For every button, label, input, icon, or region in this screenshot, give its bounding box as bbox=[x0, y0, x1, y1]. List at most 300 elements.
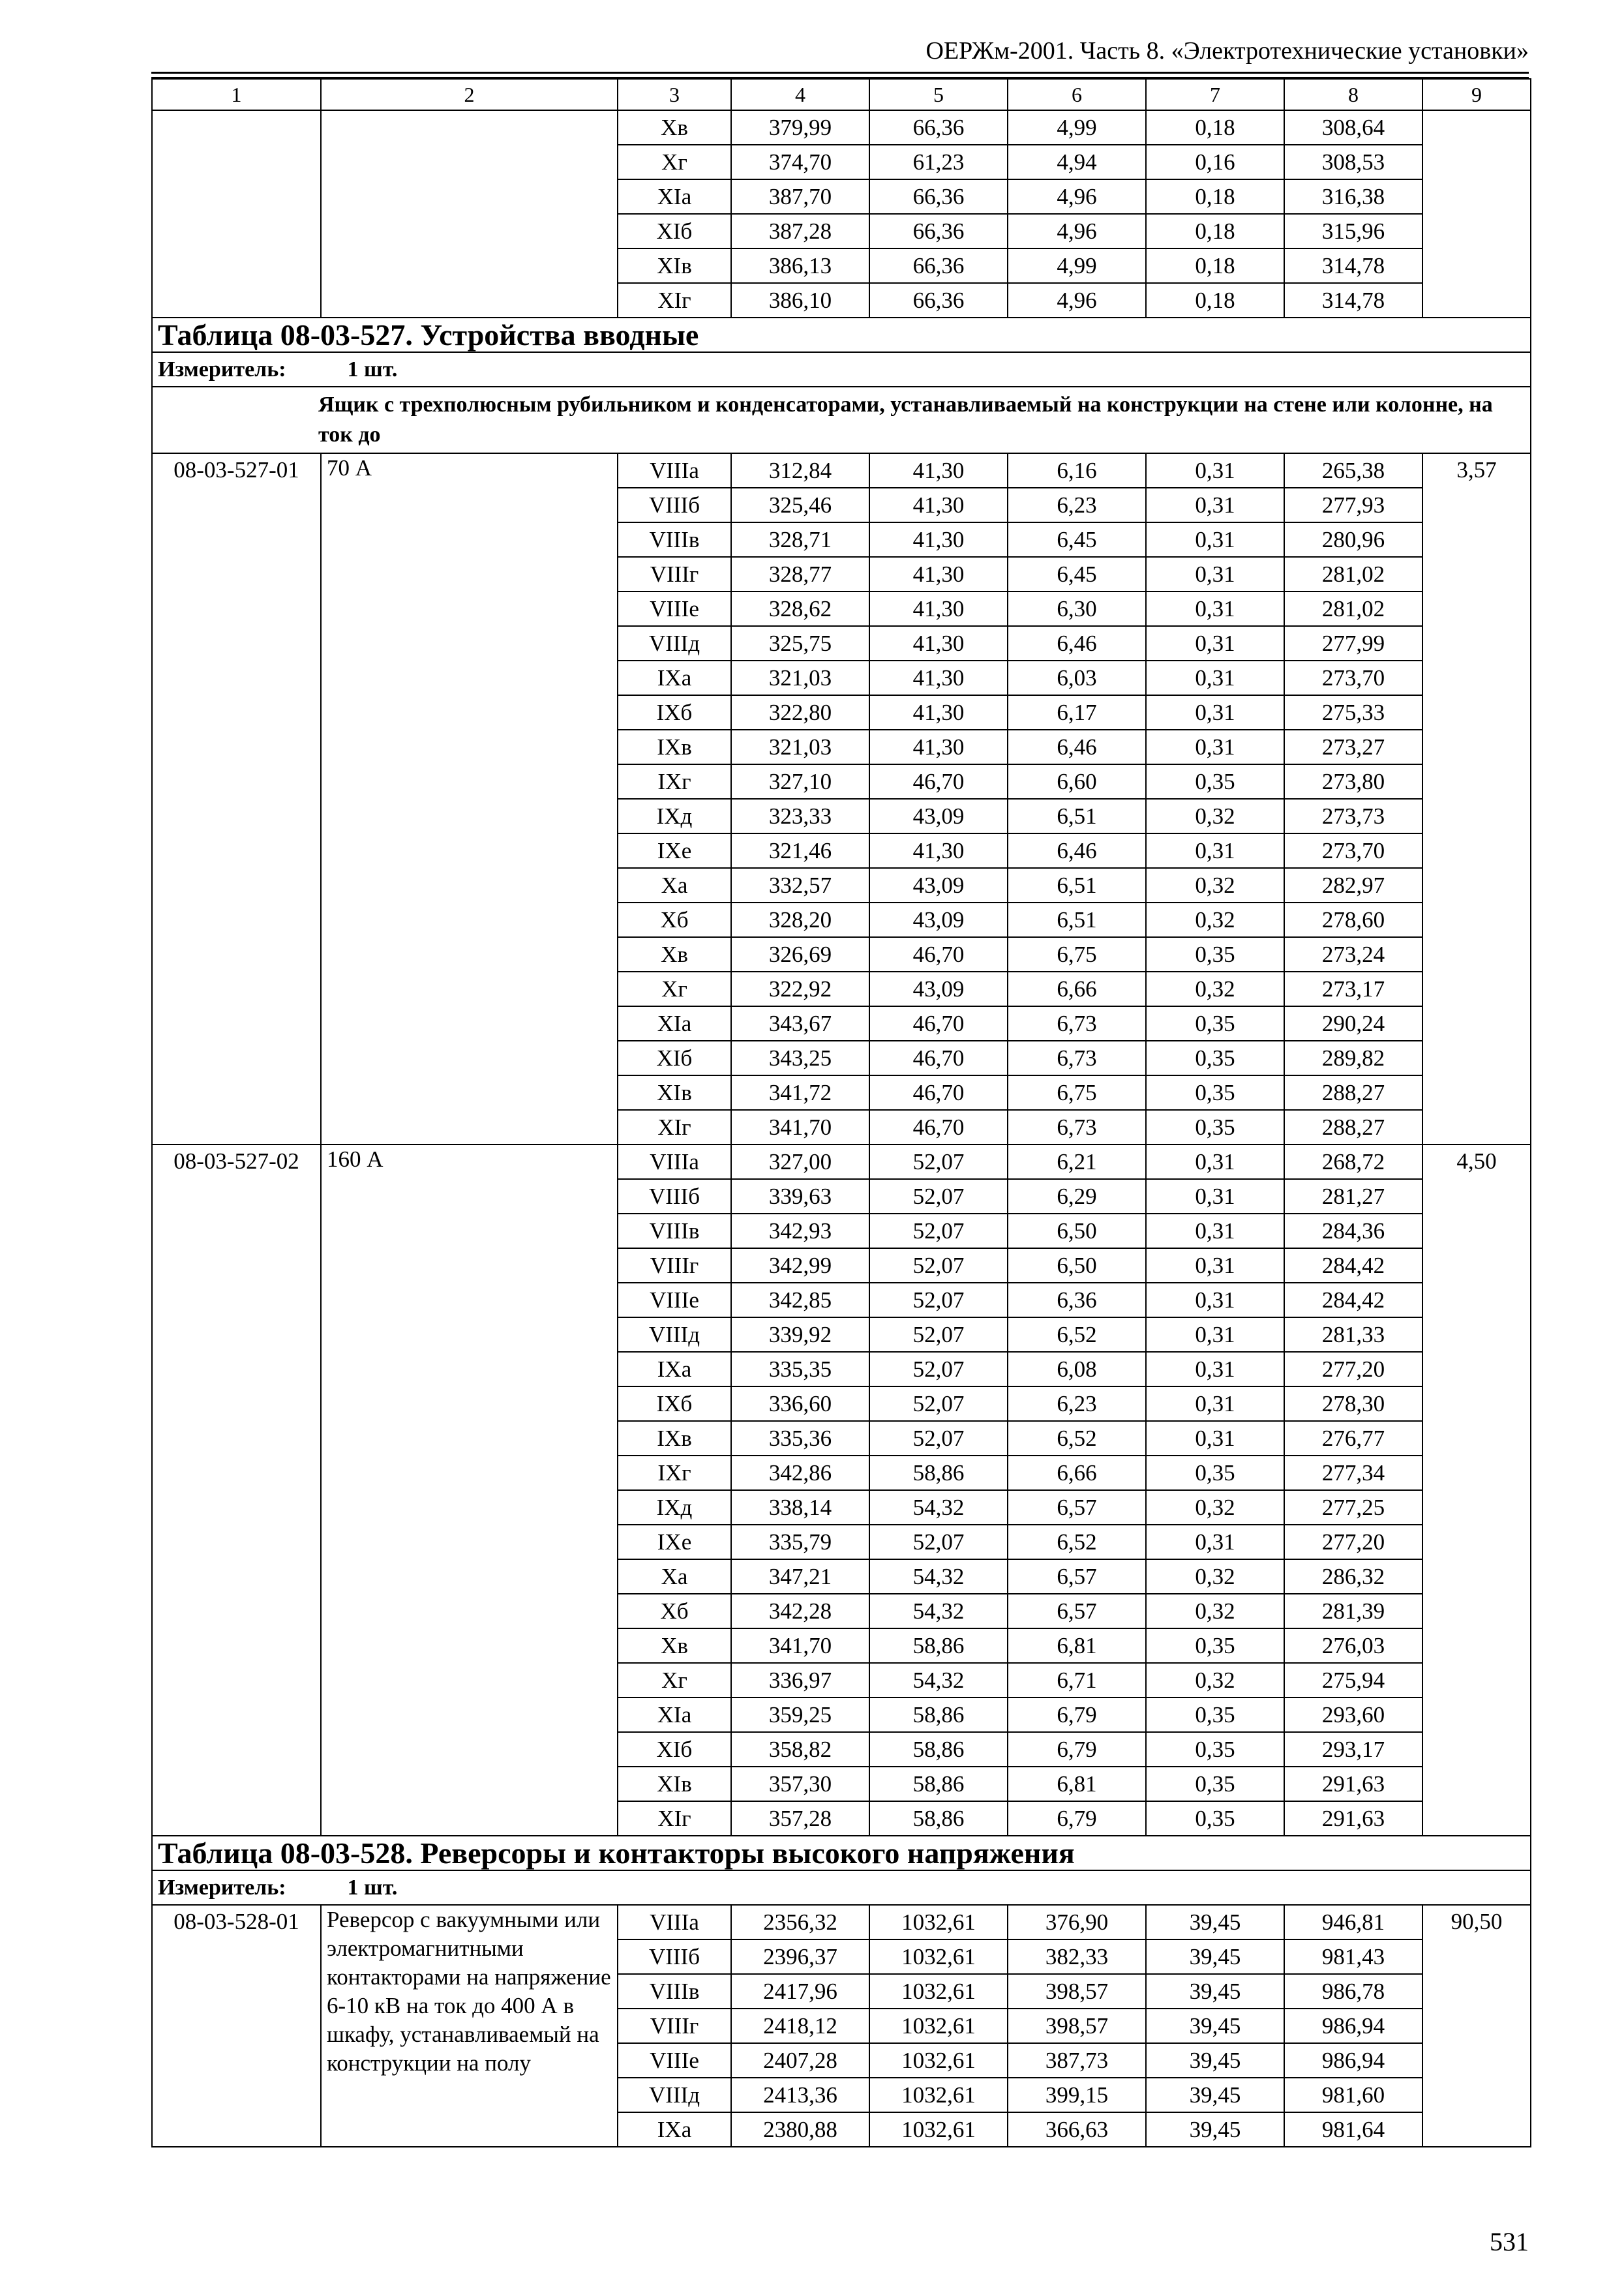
col6-value: 6,03 bbox=[1008, 661, 1146, 695]
col6-value: 6,57 bbox=[1008, 1594, 1146, 1628]
col8-value: 273,17 bbox=[1284, 972, 1422, 1006]
col5-value: 52,07 bbox=[869, 1283, 1008, 1317]
col8-value: 281,27 bbox=[1284, 1179, 1422, 1214]
col7-value: 0,18 bbox=[1146, 214, 1284, 248]
col5-value: 41,30 bbox=[869, 730, 1008, 764]
col8-value: 946,81 bbox=[1284, 1905, 1422, 1939]
zone-cell: IXг bbox=[618, 764, 731, 799]
col5-value: 52,07 bbox=[869, 1214, 1008, 1248]
col5-value: 46,70 bbox=[869, 1075, 1008, 1110]
col7-value: 0,35 bbox=[1146, 1628, 1284, 1663]
column-number: 3 bbox=[618, 79, 731, 110]
col6-value: 366,63 bbox=[1008, 2112, 1146, 2147]
col4-value: 336,60 bbox=[731, 1386, 869, 1421]
col8-value: 273,80 bbox=[1284, 764, 1422, 799]
code-cell-blank bbox=[152, 110, 321, 318]
col6-value: 6,75 bbox=[1008, 937, 1146, 972]
col7-value: 0,35 bbox=[1146, 1075, 1284, 1110]
col4-value: 335,79 bbox=[731, 1525, 869, 1559]
col4-value: 341,72 bbox=[731, 1075, 869, 1110]
col8-value: 277,20 bbox=[1284, 1352, 1422, 1386]
col5-value: 43,09 bbox=[869, 972, 1008, 1006]
col6-value: 6,57 bbox=[1008, 1490, 1146, 1525]
col5-value: 52,07 bbox=[869, 1179, 1008, 1214]
col6-value: 6,52 bbox=[1008, 1421, 1146, 1456]
col5-value: 41,30 bbox=[869, 557, 1008, 591]
col7-value: 0,35 bbox=[1146, 1456, 1284, 1490]
col7-value: 0,32 bbox=[1146, 1594, 1284, 1628]
col8-value: 314,78 bbox=[1284, 248, 1422, 283]
col7-value: 0,35 bbox=[1146, 764, 1284, 799]
col6-value: 6,17 bbox=[1008, 695, 1146, 730]
column-number: 1 bbox=[152, 79, 321, 110]
col6-value: 6,51 bbox=[1008, 799, 1146, 833]
col4-value: 358,82 bbox=[731, 1732, 869, 1767]
col8-value: 284,42 bbox=[1284, 1248, 1422, 1283]
item-description: 160 А bbox=[321, 1144, 618, 1836]
zone-cell: IXе bbox=[618, 1525, 731, 1559]
col5-value: 46,70 bbox=[869, 937, 1008, 972]
col6-value: 6,79 bbox=[1008, 1801, 1146, 1836]
section-title-row bbox=[152, 318, 1531, 352]
col5-value: 1032,61 bbox=[869, 2009, 1008, 2043]
col7-value: 39,45 bbox=[1146, 1939, 1284, 1974]
unit-label: Измеритель: bbox=[158, 357, 286, 382]
col5-value: 46,70 bbox=[869, 764, 1008, 799]
col5-value: 41,30 bbox=[869, 833, 1008, 868]
col4-value: 328,77 bbox=[731, 557, 869, 591]
desc-cell-blank bbox=[321, 110, 618, 318]
col6-value: 6,21 bbox=[1008, 1144, 1146, 1179]
col6-value: 6,16 bbox=[1008, 453, 1146, 488]
section-unit-row bbox=[152, 352, 1531, 387]
col6-value: 6,08 bbox=[1008, 1352, 1146, 1386]
col7-value: 0,32 bbox=[1146, 903, 1284, 937]
col5-value: 52,07 bbox=[869, 1421, 1008, 1456]
col6-value: 6,81 bbox=[1008, 1767, 1146, 1801]
col4-value: 342,86 bbox=[731, 1456, 869, 1490]
col4-value: 359,25 bbox=[731, 1698, 869, 1732]
col4-value: 321,46 bbox=[731, 833, 869, 868]
col4-value: 347,21 bbox=[731, 1559, 869, 1594]
col4-value: 327,10 bbox=[731, 764, 869, 799]
col7-value: 0,31 bbox=[1146, 1214, 1284, 1248]
col8-value: 273,24 bbox=[1284, 937, 1422, 972]
col4-value: 312,84 bbox=[731, 453, 869, 488]
col6-value: 6,46 bbox=[1008, 626, 1146, 661]
col8-value: 273,70 bbox=[1284, 833, 1422, 868]
col7-value: 39,45 bbox=[1146, 1905, 1284, 1939]
col8-value: 273,70 bbox=[1284, 661, 1422, 695]
col6-value: 6,79 bbox=[1008, 1698, 1146, 1732]
col6-value: 6,36 bbox=[1008, 1283, 1146, 1317]
zone-cell: XIа bbox=[618, 1698, 731, 1732]
col4-value: 327,00 bbox=[731, 1144, 869, 1179]
col7-value: 0,35 bbox=[1146, 1801, 1284, 1836]
item-description: 70 А bbox=[321, 453, 618, 1144]
col6-value: 6,51 bbox=[1008, 868, 1146, 903]
col4-value: 2380,88 bbox=[731, 2112, 869, 2147]
col8-value: 986,94 bbox=[1284, 2009, 1422, 2043]
col4-value: 328,20 bbox=[731, 903, 869, 937]
col4-value: 321,03 bbox=[731, 661, 869, 695]
col5-value: 54,32 bbox=[869, 1559, 1008, 1594]
col8-value: 981,60 bbox=[1284, 2078, 1422, 2112]
col5-value: 58,86 bbox=[869, 1732, 1008, 1767]
col4-value: 342,93 bbox=[731, 1214, 869, 1248]
col8-value: 281,02 bbox=[1284, 557, 1422, 591]
col7-value: 0,35 bbox=[1146, 1110, 1284, 1144]
col5-value: 58,86 bbox=[869, 1767, 1008, 1801]
item-code: 08-03-527-02 bbox=[152, 1144, 321, 1836]
col7-value: 39,45 bbox=[1146, 2112, 1284, 2147]
col6-value: 6,66 bbox=[1008, 972, 1146, 1006]
col5-value: 66,36 bbox=[869, 283, 1008, 318]
col6-value: 399,15 bbox=[1008, 2078, 1146, 2112]
col7-value: 0,31 bbox=[1146, 1421, 1284, 1456]
col5-value: 43,09 bbox=[869, 903, 1008, 937]
col5-value: 41,30 bbox=[869, 522, 1008, 557]
col6-value: 4,94 bbox=[1008, 145, 1146, 179]
col9-blank bbox=[1422, 110, 1531, 318]
col7-value: 0,31 bbox=[1146, 488, 1284, 522]
col4-value: 326,69 bbox=[731, 937, 869, 972]
col7-value: 0,31 bbox=[1146, 1248, 1284, 1283]
item-code: 08-03-528-01 bbox=[152, 1905, 321, 2147]
col8-value: 275,94 bbox=[1284, 1663, 1422, 1698]
col4-value: 322,92 bbox=[731, 972, 869, 1006]
col8-value: 277,34 bbox=[1284, 1456, 1422, 1490]
zone-cell: XIв bbox=[618, 1075, 731, 1110]
col8-value: 277,20 bbox=[1284, 1525, 1422, 1559]
col6-value: 4,96 bbox=[1008, 283, 1146, 318]
zone-cell: VIIIд bbox=[618, 626, 731, 661]
col6-value: 6,73 bbox=[1008, 1110, 1146, 1144]
col8-value: 278,30 bbox=[1284, 1386, 1422, 1421]
col8-value: 288,27 bbox=[1284, 1075, 1422, 1110]
zone-cell: Xг bbox=[618, 972, 731, 1006]
zone-cell: XIг bbox=[618, 283, 731, 318]
col7-value: 0,18 bbox=[1146, 248, 1284, 283]
table-row bbox=[152, 1905, 1531, 1939]
col6-value: 4,96 bbox=[1008, 214, 1146, 248]
col8-value: 286,32 bbox=[1284, 1559, 1422, 1594]
col4-value: 343,25 bbox=[731, 1041, 869, 1075]
col8-value: 284,36 bbox=[1284, 1214, 1422, 1248]
col7-value: 0,31 bbox=[1146, 1283, 1284, 1317]
col5-value: 41,30 bbox=[869, 661, 1008, 695]
column-number: 7 bbox=[1146, 79, 1284, 110]
zone-cell: Xв bbox=[618, 937, 731, 972]
zone-cell: XIг bbox=[618, 1801, 731, 1836]
col4-value: 2407,28 bbox=[731, 2043, 869, 2078]
col5-value: 41,30 bbox=[869, 626, 1008, 661]
col7-value: 39,45 bbox=[1146, 2043, 1284, 2078]
col8-value: 308,53 bbox=[1284, 145, 1422, 179]
zone-cell: VIIIв bbox=[618, 522, 731, 557]
zone-cell: XIб bbox=[618, 1732, 731, 1767]
zone-cell: Xб bbox=[618, 1594, 731, 1628]
col8-value: 278,60 bbox=[1284, 903, 1422, 937]
col6-value: 4,96 bbox=[1008, 179, 1146, 214]
col5-value: 66,36 bbox=[869, 110, 1008, 145]
col8-value: 288,27 bbox=[1284, 1110, 1422, 1144]
col7-value: 0,35 bbox=[1146, 1698, 1284, 1732]
col7-value: 0,32 bbox=[1146, 972, 1284, 1006]
zone-cell: IXб bbox=[618, 1386, 731, 1421]
col4-value: 322,80 bbox=[731, 695, 869, 730]
col8-value: 981,64 bbox=[1284, 2112, 1422, 2147]
col6-value: 6,60 bbox=[1008, 764, 1146, 799]
zone-cell: VIIIа bbox=[618, 1144, 731, 1179]
col5-value: 52,07 bbox=[869, 1525, 1008, 1559]
col6-value: 6,81 bbox=[1008, 1628, 1146, 1663]
col9-value: 90,50 bbox=[1422, 1905, 1531, 2147]
zone-cell: VIIIд bbox=[618, 2078, 731, 2112]
col7-value: 0,31 bbox=[1146, 661, 1284, 695]
zone-cell: IXв bbox=[618, 1421, 731, 1456]
col4-value: 341,70 bbox=[731, 1628, 869, 1663]
col8-value: 276,03 bbox=[1284, 1628, 1422, 1663]
zone-cell: VIIIг bbox=[618, 557, 731, 591]
col5-value: 58,86 bbox=[869, 1801, 1008, 1836]
col6-value: 376,90 bbox=[1008, 1905, 1146, 1939]
col8-value: 981,43 bbox=[1284, 1939, 1422, 1974]
unit-line bbox=[152, 1870, 1531, 1905]
col4-value: 328,71 bbox=[731, 522, 869, 557]
zone-cell: XIг bbox=[618, 1110, 731, 1144]
col8-value: 986,78 bbox=[1284, 1974, 1422, 2009]
col6-value: 6,23 bbox=[1008, 1386, 1146, 1421]
col5-value: 46,70 bbox=[869, 1041, 1008, 1075]
col8-value: 281,39 bbox=[1284, 1594, 1422, 1628]
col6-value: 6,23 bbox=[1008, 488, 1146, 522]
table-row bbox=[152, 453, 1531, 488]
col5-value: 43,09 bbox=[869, 868, 1008, 903]
column-number: 9 bbox=[1422, 79, 1531, 110]
zone-cell: VIIIд bbox=[618, 1317, 731, 1352]
col5-value: 66,36 bbox=[869, 248, 1008, 283]
col5-value: 1032,61 bbox=[869, 2112, 1008, 2147]
col6-value: 6,45 bbox=[1008, 522, 1146, 557]
subcaption-row bbox=[152, 387, 1531, 453]
zone-cell: XIб bbox=[618, 1041, 731, 1075]
col4-value: 321,03 bbox=[731, 730, 869, 764]
col4-value: 323,33 bbox=[731, 799, 869, 833]
col4-value: 343,67 bbox=[731, 1006, 869, 1041]
col4-value: 387,70 bbox=[731, 179, 869, 214]
zone-cell: IXд bbox=[618, 1490, 731, 1525]
col7-value: 0,32 bbox=[1146, 868, 1284, 903]
price-table bbox=[151, 78, 1531, 2147]
zone-cell: IXа bbox=[618, 1352, 731, 1386]
col8-value: 315,96 bbox=[1284, 214, 1422, 248]
zone-cell: Xб bbox=[618, 903, 731, 937]
zone-cell: VIIIг bbox=[618, 2009, 731, 2043]
col6-value: 6,79 bbox=[1008, 1732, 1146, 1767]
col7-value: 0,31 bbox=[1146, 626, 1284, 661]
col8-value: 273,27 bbox=[1284, 730, 1422, 764]
zone-cell: VIIIе bbox=[618, 591, 731, 626]
unit-value: 1 шт. bbox=[347, 357, 398, 382]
col4-value: 2418,12 bbox=[731, 2009, 869, 2043]
zone-cell: VIIIв bbox=[618, 1974, 731, 2009]
col8-value: 293,60 bbox=[1284, 1698, 1422, 1732]
col7-value: 0,35 bbox=[1146, 1041, 1284, 1075]
unit-line bbox=[152, 352, 1531, 387]
zone-cell: XIб bbox=[618, 214, 731, 248]
section-subcaption: Ящик с трехполюсным рубильником и конденсаторами, устанавливаемый на конструкции на стене или колонне, на ток до bbox=[152, 387, 1531, 453]
col8-value: 986,94 bbox=[1284, 2043, 1422, 2078]
header-rule bbox=[151, 72, 1529, 74]
zone-cell: VIIIб bbox=[618, 1179, 731, 1214]
col4-value: 338,14 bbox=[731, 1490, 869, 1525]
col8-value: 276,77 bbox=[1284, 1421, 1422, 1456]
col6-value: 6,71 bbox=[1008, 1663, 1146, 1698]
col8-value: 281,02 bbox=[1284, 591, 1422, 626]
col6-value: 6,50 bbox=[1008, 1214, 1146, 1248]
col4-value: 387,28 bbox=[731, 214, 869, 248]
col5-value: 52,07 bbox=[869, 1144, 1008, 1179]
col6-value: 6,46 bbox=[1008, 730, 1146, 764]
col7-value: 0,31 bbox=[1146, 833, 1284, 868]
col7-value: 0,31 bbox=[1146, 1317, 1284, 1352]
col7-value: 0,31 bbox=[1146, 1352, 1284, 1386]
col7-value: 0,16 bbox=[1146, 145, 1284, 179]
col6-value: 6,57 bbox=[1008, 1559, 1146, 1594]
zone-cell: Xг bbox=[618, 1663, 731, 1698]
zone-cell: VIIIг bbox=[618, 1248, 731, 1283]
zone-cell: IXе bbox=[618, 833, 731, 868]
col5-value: 58,86 bbox=[869, 1628, 1008, 1663]
col9-value: 4,50 bbox=[1422, 1144, 1531, 1836]
col5-value: 66,36 bbox=[869, 179, 1008, 214]
col7-value: 0,18 bbox=[1146, 110, 1284, 145]
col5-value: 58,86 bbox=[869, 1456, 1008, 1490]
col5-value: 52,07 bbox=[869, 1352, 1008, 1386]
col8-value: 281,33 bbox=[1284, 1317, 1422, 1352]
zone-cell: Xа bbox=[618, 1559, 731, 1594]
col7-value: 0,32 bbox=[1146, 1490, 1284, 1525]
col4-value: 339,92 bbox=[731, 1317, 869, 1352]
col6-value: 6,73 bbox=[1008, 1006, 1146, 1041]
col7-value: 39,45 bbox=[1146, 2078, 1284, 2112]
zone-cell: Xг bbox=[618, 145, 731, 179]
col6-value: 398,57 bbox=[1008, 1974, 1146, 2009]
unit-value: 1 шт. bbox=[347, 1876, 398, 1900]
column-number: 6 bbox=[1008, 79, 1146, 110]
col5-value: 1032,61 bbox=[869, 1905, 1008, 1939]
col5-value: 46,70 bbox=[869, 1006, 1008, 1041]
col7-value: 0,35 bbox=[1146, 1006, 1284, 1041]
item-code: 08-03-527-01 bbox=[152, 453, 321, 1144]
zone-cell: Xа bbox=[618, 868, 731, 903]
zone-cell: VIIIб bbox=[618, 1939, 731, 1974]
col4-value: 2417,96 bbox=[731, 1974, 869, 2009]
col7-value: 0,18 bbox=[1146, 283, 1284, 318]
column-number: 5 bbox=[869, 79, 1008, 110]
col5-value: 46,70 bbox=[869, 1110, 1008, 1144]
page-number: 531 bbox=[1490, 2227, 1529, 2256]
col8-value: 273,73 bbox=[1284, 799, 1422, 833]
col6-value: 6,52 bbox=[1008, 1317, 1146, 1352]
col8-value: 277,25 bbox=[1284, 1490, 1422, 1525]
col6-value: 387,73 bbox=[1008, 2043, 1146, 2078]
col5-value: 61,23 bbox=[869, 145, 1008, 179]
col4-value: 335,35 bbox=[731, 1352, 869, 1386]
col5-value: 54,32 bbox=[869, 1594, 1008, 1628]
unit-label: Измеритель: bbox=[158, 1876, 286, 1900]
zone-cell: Xв bbox=[618, 1628, 731, 1663]
col5-value: 1032,61 bbox=[869, 2078, 1008, 2112]
col7-value: 0,31 bbox=[1146, 1525, 1284, 1559]
col4-value: 339,63 bbox=[731, 1179, 869, 1214]
zone-cell: Xв bbox=[618, 110, 731, 145]
col7-value: 0,31 bbox=[1146, 1179, 1284, 1214]
col8-value: 289,82 bbox=[1284, 1041, 1422, 1075]
col7-value: 0,35 bbox=[1146, 1732, 1284, 1767]
table-row bbox=[152, 1144, 1531, 1179]
column-number: 8 bbox=[1284, 79, 1422, 110]
col8-value: 282,97 bbox=[1284, 868, 1422, 903]
section-title: Таблица 08-03-528. Реверсоры и контакторы высокого напряжения bbox=[152, 1836, 1531, 1870]
col5-value: 41,30 bbox=[869, 453, 1008, 488]
col7-value: 39,45 bbox=[1146, 2009, 1284, 2043]
zone-cell: IXв bbox=[618, 730, 731, 764]
col8-value: 268,72 bbox=[1284, 1144, 1422, 1179]
col5-value: 66,36 bbox=[869, 214, 1008, 248]
col7-value: 0,31 bbox=[1146, 730, 1284, 764]
col6-value: 6,29 bbox=[1008, 1179, 1146, 1214]
col4-value: 342,28 bbox=[731, 1594, 869, 1628]
col5-value: 1032,61 bbox=[869, 2043, 1008, 2078]
col4-value: 336,97 bbox=[731, 1663, 869, 1698]
column-number-row bbox=[152, 79, 1531, 110]
col8-value: 314,78 bbox=[1284, 283, 1422, 318]
zone-cell: VIIIа bbox=[618, 1905, 731, 1939]
col4-value: 357,30 bbox=[731, 1767, 869, 1801]
col4-value: 342,85 bbox=[731, 1283, 869, 1317]
col7-value: 0,31 bbox=[1146, 591, 1284, 626]
col4-value: 332,57 bbox=[731, 868, 869, 903]
section-title-row bbox=[152, 1836, 1531, 1870]
section-unit-row bbox=[152, 1870, 1531, 1905]
col7-value: 0,32 bbox=[1146, 799, 1284, 833]
col8-value: 277,99 bbox=[1284, 626, 1422, 661]
zone-cell: XIа bbox=[618, 1006, 731, 1041]
zone-cell: IXа bbox=[618, 2112, 731, 2147]
col7-value: 0,31 bbox=[1146, 453, 1284, 488]
col6-value: 382,33 bbox=[1008, 1939, 1146, 1974]
col4-value: 2396,37 bbox=[731, 1939, 869, 1974]
col4-value: 386,13 bbox=[731, 248, 869, 283]
col8-value: 291,63 bbox=[1284, 1801, 1422, 1836]
col4-value: 328,62 bbox=[731, 591, 869, 626]
col4-value: 386,10 bbox=[731, 283, 869, 318]
zone-cell: VIIIб bbox=[618, 488, 731, 522]
col5-value: 1032,61 bbox=[869, 1974, 1008, 2009]
col4-value: 2413,36 bbox=[731, 2078, 869, 2112]
col5-value: 58,86 bbox=[869, 1698, 1008, 1732]
col4-value: 342,99 bbox=[731, 1248, 869, 1283]
table-row bbox=[152, 110, 1531, 145]
section-title: Таблица 08-03-527. Устройства вводные bbox=[152, 318, 1531, 352]
col4-value: 374,70 bbox=[731, 145, 869, 179]
col6-value: 4,99 bbox=[1008, 248, 1146, 283]
zone-cell: VIIIе bbox=[618, 2043, 731, 2078]
col7-value: 39,45 bbox=[1146, 1974, 1284, 2009]
col5-value: 41,30 bbox=[869, 591, 1008, 626]
